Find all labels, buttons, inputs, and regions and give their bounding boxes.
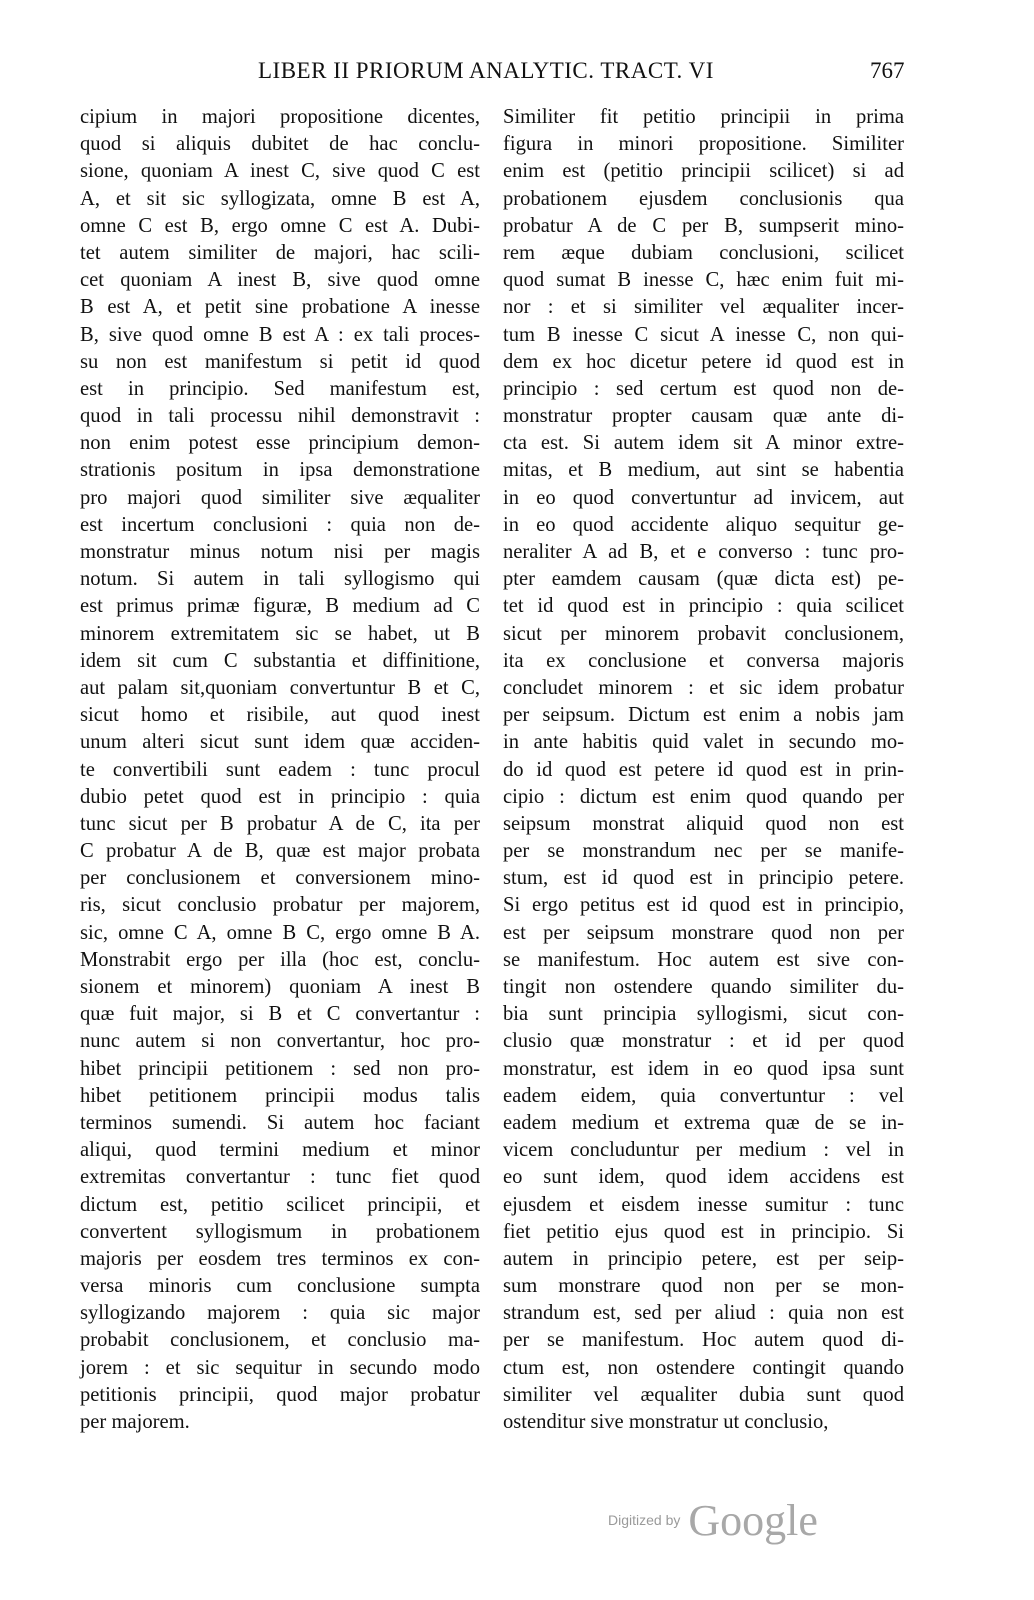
text-line: pro majori quod similiter sive æqualiter	[80, 486, 480, 509]
page-number: 767	[870, 58, 905, 83]
text-line: sione, quoniam A inest C, sive quod C est	[80, 160, 480, 183]
text-line: clusio quæ monstratur : et id per quod	[503, 1030, 904, 1053]
text-line: quod in tali processu nihil demonstravit :	[80, 405, 480, 428]
text-line: su non est manifestum si petit id quod	[80, 350, 480, 373]
text-line: in eo quod convertuntur ad invicem, aut	[503, 486, 904, 509]
text-line: per conclusionem et conversionem mino-	[80, 867, 480, 890]
text-line: cet quoniam A inest B, sive quod omne	[80, 269, 480, 292]
text-line: sum monstrare quod non per se mon-	[503, 1275, 904, 1298]
text-line: tingit non ostendere quando similiter du-	[503, 976, 904, 998]
text-line: fiet petitio ejus quod est in principio. Si	[503, 1220, 904, 1243]
text-line: dictum est, petitio scilicet principii, et	[80, 1193, 480, 1216]
text-line: quod si aliquis dubitet de hac conclu-	[80, 133, 480, 156]
text-line: non enim potest esse principium demon-	[80, 432, 480, 455]
text-line: neraliter A ad B, et e converso : tunc pro-	[503, 541, 904, 563]
text-line: per majorem.	[80, 1411, 190, 1433]
watermark-prefix: Digitized by	[608, 1512, 681, 1528]
text-line: enim est (petitio principii scilicet) si ad	[503, 160, 904, 183]
text-line: figura in minori propositione. Similiter	[503, 133, 904, 156]
text-line: dem ex hoc dicetur petere id quod est in	[503, 350, 904, 373]
text-line: strandum est, sed per aliud : quia non est	[503, 1302, 904, 1325]
text-line: hibet principii petitionem : sed non pro-	[80, 1057, 480, 1080]
text-line: cipium in majori propositione dicentes,	[80, 106, 480, 128]
text-line: mitas, et B medium, aut sint se habentia	[503, 459, 904, 482]
text-line: probationem ejusdem conclusionis qua	[503, 187, 904, 210]
text-line: Si ergo petitus est id quod est in principio,	[503, 894, 904, 917]
text-line: in ante habitis quid valet in secundo mo-	[503, 731, 904, 754]
text-line: syllogizando majorem : quia sic major	[80, 1302, 480, 1325]
text-line: B, sive quod omne B est A : ex tali proces-	[80, 323, 480, 346]
text-line: ris, sicut conclusio probatur per majorem,	[80, 894, 480, 917]
text-line: eadem medium et extrema quæ de se in-	[503, 1111, 904, 1134]
text-line: tunc sicut per B probatur A de C, ita per	[80, 812, 480, 835]
text-line: omne C est B, ergo omne C est A. Dubi-	[80, 214, 480, 237]
digitized-by-google-watermark	[608, 1495, 818, 1555]
text-line: unum alteri sicut sunt idem quæ acciden-	[80, 731, 480, 754]
running-title: LIBER II PRIORUM ANALYTIC. TRACT. VI	[258, 58, 714, 83]
text-line: ita ex conclusione et conversa majoris	[503, 649, 904, 672]
text-line: per seipsum. Dictum est enim a nobis jam	[503, 704, 904, 727]
text-line: strationis positum in ipsa demonstratione	[80, 459, 480, 482]
text-line: minorem extremitatem sic se habet, ut B	[80, 622, 480, 645]
text-line: sic, omne C A, omne B C, ergo omne B A.	[80, 921, 480, 944]
text-line: in eo quod accidente aliquo sequitur ge-	[503, 513, 904, 536]
text-line: monstratur propter causam quæ ante di-	[503, 405, 904, 428]
text-line: te convertibili sunt eadem : tunc procul	[80, 758, 480, 781]
text-line: rem æque dubiam conclusioni, scilicet	[503, 241, 904, 264]
text-line: est incertum conclusioni : quia non de-	[80, 513, 480, 536]
text-line: probatur A de C per B, sumpserit mino-	[503, 214, 904, 237]
text-line: cta est. Si autem idem sit A minor extre-	[503, 432, 904, 455]
text-line: majoris per eosdem tres terminos ex con-	[80, 1247, 480, 1270]
text-line: ejusdem et eisdem inesse sumitur : tunc	[503, 1193, 904, 1216]
text-line: concludet minorem : et sic idem probatur	[503, 676, 904, 699]
text-line: Monstrabit ergo per illa (hoc est, conclu-	[80, 948, 480, 971]
text-line: se manifestum. Hoc autem est sive con-	[503, 948, 904, 971]
text-line: do id quod est petere id quod est in prin-	[503, 758, 904, 781]
text-line: est in principio. Sed manifestum est,	[80, 377, 480, 400]
text-line: seipsum monstrat aliquid quod non est	[503, 812, 904, 835]
text-line: pter eamdem causam (quæ dicta est) pe-	[503, 568, 904, 591]
text-line: tet id quod est in principio : quia scilicet	[503, 595, 904, 618]
text-line: sionem et minorem) quoniam A inest B	[80, 976, 480, 998]
text-line: B est A, et petit sine probatione A inesse	[80, 296, 480, 319]
text-line: convertent syllogismum in probationem	[80, 1220, 480, 1243]
text-line: extremitas convertantur : tunc fiet quod	[80, 1166, 480, 1189]
text-line: aut palam sit,quoniam convertuntur B et C,	[80, 676, 480, 699]
text-line: notum. Si autem in tali syllogismo qui	[80, 568, 480, 591]
text-line: Similiter fit petitio principii in prima	[503, 106, 904, 128]
text-line: C probatur A de B, quæ est major probata	[80, 840, 480, 863]
text-line: quæ fuit major, si B et C convertantur :	[80, 1003, 480, 1026]
text-line: monstratur minus notum nisi per magis	[80, 541, 480, 563]
text-line: aliqui, quod termini medium et minor	[80, 1139, 480, 1162]
text-line: cipio : dictum est enim quod quando per	[503, 785, 904, 808]
text-line: per se monstrandum nec per se manife-	[503, 840, 904, 863]
text-line: versa minoris cum conclusione sumpta	[80, 1275, 480, 1298]
text-line: stum, est id quod est in principio petere.	[503, 867, 904, 890]
text-line: est per seipsum monstrare quod non per	[503, 921, 904, 944]
text-line: nunc autem si non convertantur, hoc pro-	[80, 1030, 480, 1053]
text-line: A, et sit sic syllogizata, omne B est A,	[80, 187, 480, 210]
text-line: hibet petitionem principii modus talis	[80, 1084, 480, 1107]
text-line: principio : sed certum est quod non de-	[503, 377, 904, 400]
text-line: sicut homo et risibile, aut quod inest	[80, 704, 480, 727]
text-line: nor : et si similiter vel æqualiter incer-	[503, 296, 904, 319]
text-line: eo sunt idem, quod idem accidens est	[503, 1166, 904, 1189]
text-line: sicut per minorem probavit conclusionem,	[503, 622, 904, 645]
text-line: autem in principio petere, est per seip-	[503, 1247, 904, 1270]
text-line: dubio petet quod est in principio : quia	[80, 785, 480, 808]
text-line: eadem eidem, quia convertuntur : vel	[503, 1084, 904, 1107]
text-line: probabit conclusionem, et conclusio ma-	[80, 1329, 480, 1352]
page-header	[0, 58, 1034, 92]
text-line: petitionis principii, quod major probatur	[80, 1383, 480, 1406]
text-line: quod sumat B inesse C, hæc enim fuit mi-	[503, 269, 904, 292]
right-text-column	[503, 104, 904, 1436]
left-text-column	[80, 104, 480, 1436]
text-line: est primus primæ figuræ, B medium ad C	[80, 595, 480, 618]
text-line: monstratur, est idem in eo quod ipsa sunt	[503, 1057, 904, 1080]
text-line: per se manifestum. Hoc autem quod di-	[503, 1329, 904, 1352]
text-line: ctum est, non ostendere contingit quando	[503, 1356, 904, 1379]
text-line: terminos sumendi. Si autem hoc faciant	[80, 1111, 480, 1134]
text-line: tum B inesse C sicut A inesse C, non qui-	[503, 323, 904, 346]
text-line: vicem concluduntur per medium : vel in	[503, 1139, 904, 1162]
text-line: tet autem similiter de majori, hac scili-	[80, 241, 480, 264]
text-line: similiter vel æqualiter dubia sunt quod	[503, 1383, 904, 1406]
google-logo: Google	[688, 1496, 818, 1545]
text-line: idem sit cum C substantia et diffinitione,	[80, 649, 480, 672]
text-line: bia sunt principia syllogismi, sicut con-	[503, 1003, 904, 1026]
text-line: ostenditur sive monstratur ut conclusio,	[503, 1411, 829, 1433]
text-line: jorem : et sic sequitur in secundo modo	[80, 1356, 480, 1379]
